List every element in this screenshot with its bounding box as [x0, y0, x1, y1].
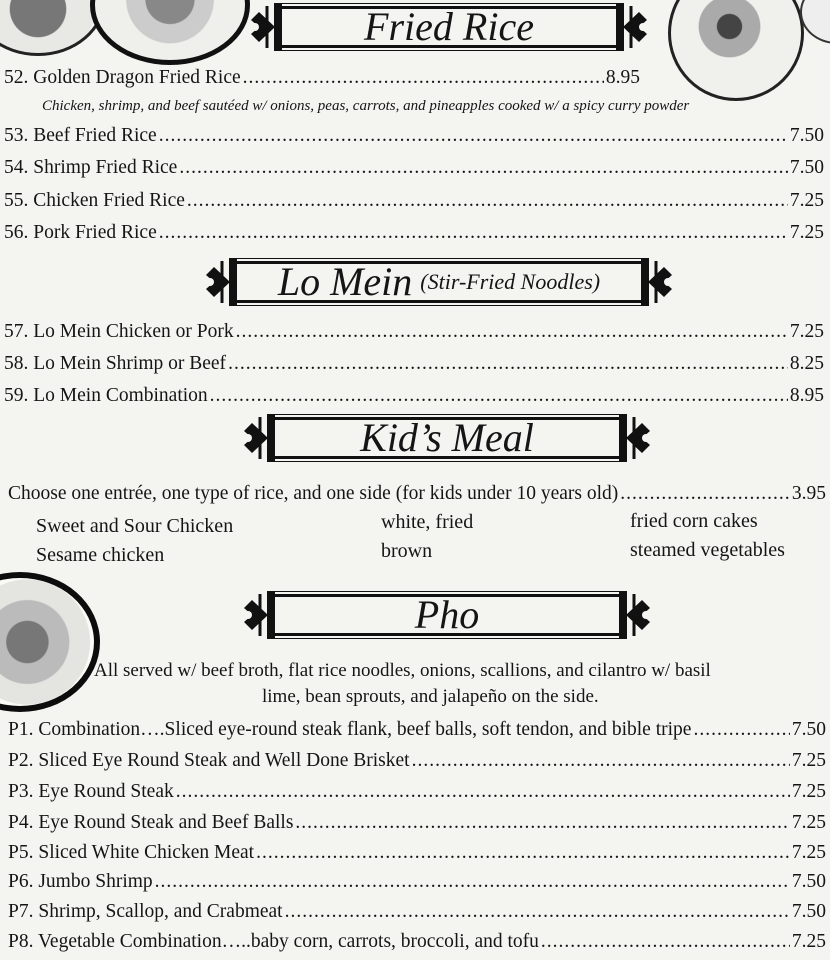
menu-item — [8, 841, 826, 865]
item-name: 54. Shrimp Fried Rice — [4, 157, 178, 178]
item-name: P7. Shrimp, Scallop, and Crabmeat — [8, 901, 283, 922]
menu-item — [8, 482, 826, 506]
dot-leader — [187, 189, 788, 213]
menu-item — [8, 780, 826, 804]
item-price: 8.25 — [789, 353, 824, 374]
item-price: 7.50 — [791, 901, 826, 922]
dot-leader — [179, 156, 788, 180]
dot-leader — [228, 352, 788, 376]
menu-item — [8, 930, 826, 954]
dot-leader — [620, 482, 790, 506]
item-price: 7.25 — [791, 842, 826, 863]
section-title: Lo Mein — [277, 259, 413, 304]
kids-rice-option: white, fried — [381, 511, 474, 533]
pho-note-line: All served w/ beef broth, flat rice noodles, onions, scallions, and cilantro w/ basil — [94, 660, 711, 681]
section-title: Pho — [414, 592, 480, 637]
item-name: P1. Combination….Sliced eye-round steak flank, beef balls, soft tendon, and bible tripe — [8, 719, 692, 740]
menu-item — [4, 124, 824, 148]
menu-item — [4, 66, 640, 90]
item-price: 7.50 — [791, 719, 826, 740]
ornament-right-icon — [619, 2, 653, 52]
item-price: 7.25 — [791, 931, 826, 952]
menu-item — [8, 811, 826, 835]
dot-leader — [412, 749, 790, 773]
kids-side-option: fried corn cakes — [630, 510, 758, 532]
menu-item — [4, 221, 824, 245]
section-subtitle: (Stir-Fried Noodles) — [420, 269, 601, 294]
pho-note-line: lime, bean sprouts, and jalapeño on the side. — [262, 686, 599, 707]
item-name: P6. Jumbo Shrimp — [8, 871, 153, 892]
ornament-right-icon — [622, 590, 656, 640]
item-price: 7.50 — [791, 871, 826, 892]
food-plate-image — [668, 0, 804, 101]
menu-item — [8, 749, 826, 773]
item-price: 7.25 — [791, 781, 826, 802]
item-name: P3. Eye Round Steak — [8, 781, 174, 802]
menu-item — [4, 320, 824, 344]
menu-item — [8, 870, 826, 894]
dot-leader — [236, 320, 788, 344]
fried-rice-banner — [245, 2, 653, 52]
dot-leader — [541, 930, 790, 954]
item-name: 57. Lo Mein Chicken or Pork — [4, 321, 234, 342]
dot-leader — [243, 66, 604, 90]
item-name: Choose one entrée, one type of rice, and one side (for kids under 10 years old) — [8, 483, 619, 504]
item-name: P5. Sliced White Chicken Meat — [8, 842, 255, 863]
kids-side-option: steamed vegetables — [630, 539, 785, 561]
menu-item — [4, 384, 824, 408]
pho-banner — [238, 590, 656, 640]
ornament-right-icon — [622, 413, 656, 463]
item-description: Chicken, shrimp, and beef sautéed w/ onions, peas, carrots, and pineapples cooked w/ a spicy curry powder — [42, 98, 690, 114]
dot-leader — [159, 221, 788, 245]
dot-leader — [295, 811, 789, 835]
dot-leader — [159, 124, 788, 148]
kids-meal-banner — [238, 413, 656, 463]
item-name: P8. Vegetable Combination…..baby corn, carrots, broccoli, and tofu — [8, 931, 539, 952]
menu-item — [8, 900, 826, 924]
kids-entree-option: Sesame chicken — [36, 544, 165, 566]
item-name: 52. Golden Dragon Fried Rice — [4, 67, 241, 88]
item-name: 53. Beef Fried Rice — [4, 125, 157, 146]
kids-rice-option: brown — [381, 540, 433, 562]
ornament-right-icon — [644, 257, 678, 307]
item-price: 7.50 — [789, 157, 824, 178]
food-plate-image — [90, 0, 250, 65]
food-plate-image — [800, 0, 830, 44]
menu-item — [8, 718, 826, 742]
item-price: 7.25 — [791, 812, 826, 833]
item-name: 56. Pork Fried Rice — [4, 222, 157, 243]
menu-item — [4, 156, 824, 180]
dot-leader — [256, 841, 790, 865]
dot-leader — [155, 870, 790, 894]
dot-leader — [210, 384, 788, 408]
item-name: P2. Sliced Eye Round Steak and Well Done Brisket — [8, 750, 410, 771]
dot-leader — [176, 780, 790, 804]
food-plate-image — [0, 572, 100, 712]
section-title: Kid’s Meal — [360, 415, 534, 460]
item-price: 7.25 — [789, 190, 824, 211]
item-price: 7.25 — [789, 321, 824, 342]
item-price: 8.95 — [789, 385, 824, 406]
kids-entree-option: Sweet and Sour Chicken — [36, 515, 234, 537]
dot-leader — [693, 718, 789, 742]
lo-mein-banner — [200, 257, 678, 307]
item-name: 59. Lo Mein Combination — [4, 385, 208, 406]
item-name: 58. Lo Mein Shrimp or Beef — [4, 353, 227, 374]
menu-item — [4, 189, 824, 213]
item-price: 8.95 — [605, 67, 640, 88]
item-name: P4. Eye Round Steak and Beef Balls — [8, 812, 294, 833]
section-title: Fried Rice — [364, 4, 534, 49]
dot-leader — [285, 900, 790, 924]
item-price: 3.95 — [791, 483, 826, 504]
item-price: 7.25 — [789, 222, 824, 243]
item-price: 7.50 — [789, 125, 824, 146]
item-name: 55. Chicken Fried Rice — [4, 190, 185, 211]
menu-item — [4, 352, 824, 376]
item-price: 7.25 — [791, 750, 826, 771]
